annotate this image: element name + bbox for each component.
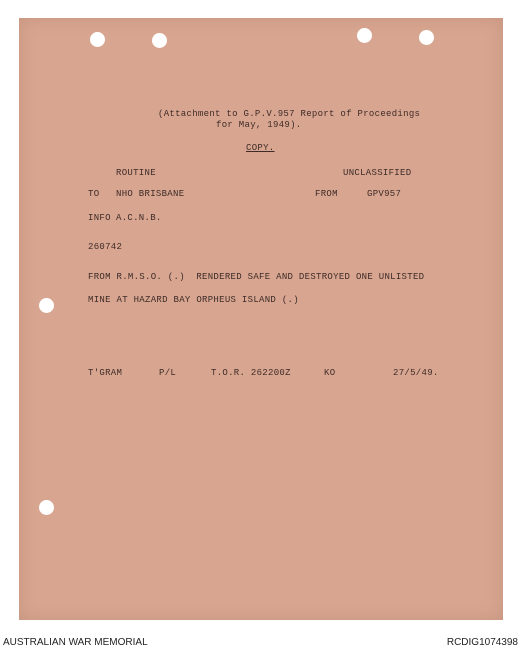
to-value: NHO BRISBANE	[116, 189, 185, 199]
date-time-group: 260742	[88, 242, 123, 252]
classification: UNCLASSIFIED	[343, 168, 412, 178]
footer-telegram: T'GRAM	[88, 368, 123, 378]
footer-pl: P/L	[159, 368, 177, 378]
punch-hole	[90, 32, 105, 47]
document-page	[19, 18, 503, 620]
punch-hole	[357, 28, 372, 43]
punch-hole	[152, 33, 167, 48]
archive-reference: RCDIG1074398	[446, 637, 518, 648]
footer-date: 27/5/49.	[393, 368, 439, 378]
punch-hole	[39, 298, 54, 313]
message-line-1: FROM R.M.S.O. (.) RENDERED SAFE AND DESTROYED ONE UNLISTED	[88, 272, 425, 282]
info-label: INFO	[88, 213, 111, 223]
info-value: A.C.N.B.	[116, 213, 162, 223]
attachment-line-1: (Attachment to G.P.V.957 Report of Proceedings	[158, 109, 421, 119]
message-line-2: MINE AT HAZARD BAY ORPHEUS ISLAND (.)	[88, 295, 299, 305]
footer-time-of-receipt: T.O.R. 262200Z	[211, 368, 291, 378]
footer-ko: KO	[324, 368, 336, 378]
from-value: GPV957	[367, 189, 402, 199]
faint-bleed-through	[251, 88, 260, 102]
archive-institution: AUSTRALIAN WAR MEMORIAL	[3, 637, 148, 648]
punch-hole	[39, 500, 54, 515]
priority: ROUTINE	[116, 168, 156, 178]
attachment-line-2: for May, 1949).	[216, 120, 302, 130]
copy-label: COPY.	[246, 143, 275, 153]
punch-hole	[419, 30, 434, 45]
to-label: TO	[88, 189, 100, 199]
from-label: FROM	[315, 189, 338, 199]
